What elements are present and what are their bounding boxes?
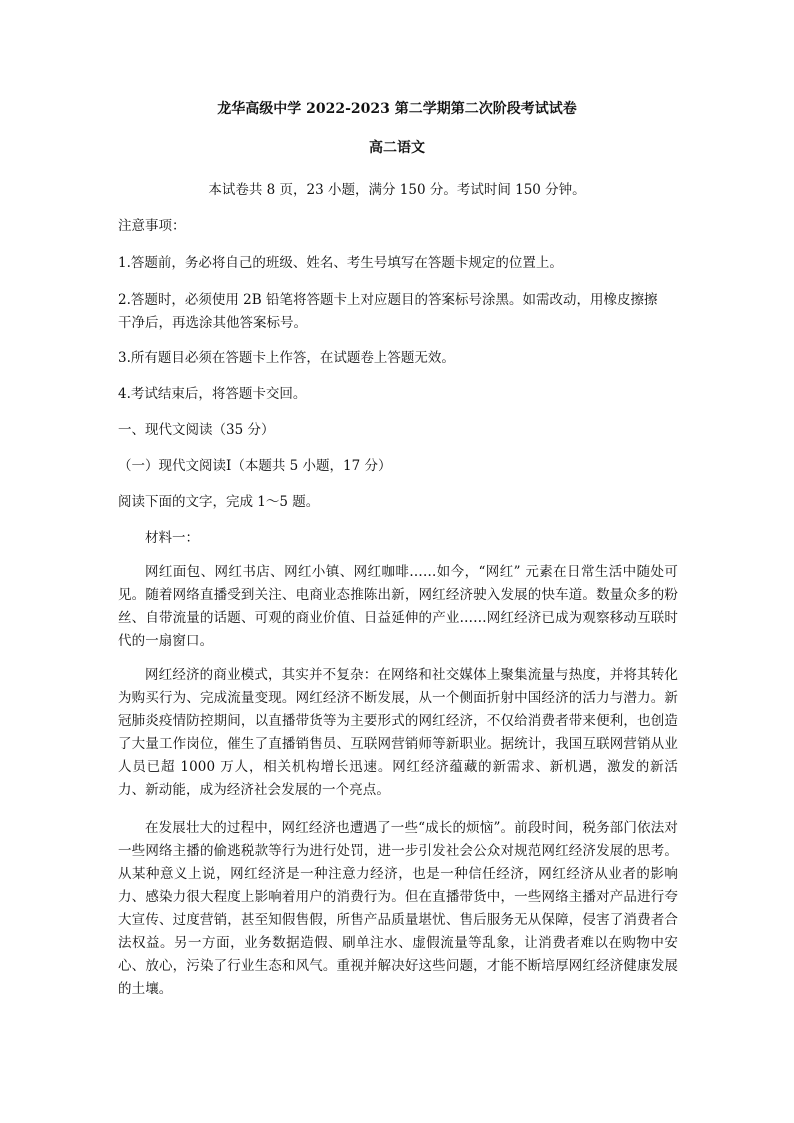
section-heading: 一、现代文阅读（35 分） bbox=[118, 422, 275, 438]
exam-info: 本试卷共 8 页，23 小题，满分 150 分。考试时间 150 分钟。 bbox=[208, 182, 586, 198]
subsection-heading: （一）现代文阅读Ⅰ（本题共 5 小题，17 分） bbox=[118, 458, 392, 474]
reading-instruction: 阅读下面的文字，完成 1～5 题。 bbox=[118, 494, 320, 510]
material-paragraph-2: 网红经济的商业模式，其实并不复杂：在网络和社交媒体上聚集流量与热度，并将其转化为购买行为、完成流量变现。网红经济不断发展，从一个侧面折射中国经济的活力与潜力。新冠肺炎疫情防控期间，以直播带货等为主要形式的网红经济，不仅给消费者带来便利，也创造了大量工作岗位，催生了直播销售员、互联网营销师等新职业。据统计，我国互联网营销从业人员已超 1000 万人，相关机构增长迅速。网红经济蕴藏的新需求、新机遇，激发的新活力、新动能，成为经济社会发展的一个亮点。 bbox=[118, 667, 678, 798]
material-paragraph-3: 在发展壮大的过程中，网红经济也遭遇了一些“成长的烦恼”。前段时间，税务部门依法对一些网络主播的偷逃税款等行为进行处罚，进一步引发社会公众对规范网红经济发展的思考。从某种意义上说，网红经济是一种注意力经济，也是一种信任经济，网红经济从业者的影响力、感染力很大程度上影响着用户的消费行为。但在直播带货中，一些网络主播对产品进行夸大宣传、过度营销，甚至知假售假，所售产品质量堪忧、售后服务无从保障，侵害了消费者合法权益。另一方面，业务数据造假、刷单注水、虚假流量等乱象，让消费者难以在购物中安心、放心，污染了行业生态和风气。重视并解决好这些问题，才能不断培厚网红经济健康发展的土壤。 bbox=[118, 820, 678, 997]
note-item-3: 3.所有题目必须在答题卡上作答，在试题卷上答题无效。 bbox=[118, 350, 455, 366]
note-item-4: 4.考试结束后，将答题卡交回。 bbox=[118, 386, 307, 402]
material-paragraph-1: 网红面包、网红书店、网红小镇、网红咖啡……如今，“网红” 元素在日常生活中随处可见。随着网络直播受到关注、电商业态推陈出新，网红经济驶入发展的快车道。数量众多的粉丝、自带流量的话题、可观的商业价值、日益延伸的产业……网红经济已成为观察移动互联时代的一扇窗口。 bbox=[118, 564, 678, 649]
note-item-2-cont: 干净后，再选涂其他答案标号。 bbox=[118, 315, 307, 331]
material-label: 材料一： bbox=[145, 530, 199, 546]
exam-title: 龙华高级中学 2022-2023 第二学期第二次阶段考试试卷 bbox=[217, 101, 577, 117]
note-item-1: 1.答题前，务必将自己的班级、姓名、考生号填写在答题卡规定的位置上。 bbox=[118, 255, 563, 271]
notes-heading: 注意事项： bbox=[118, 218, 186, 234]
note-item-2: 2.答题时，必须使用 2B 铅笔将答题卡上对应题目的答案标号涂黑。如需改动，用橡皮擦擦 bbox=[118, 292, 658, 308]
subject-title: 高二语文 bbox=[369, 140, 425, 156]
